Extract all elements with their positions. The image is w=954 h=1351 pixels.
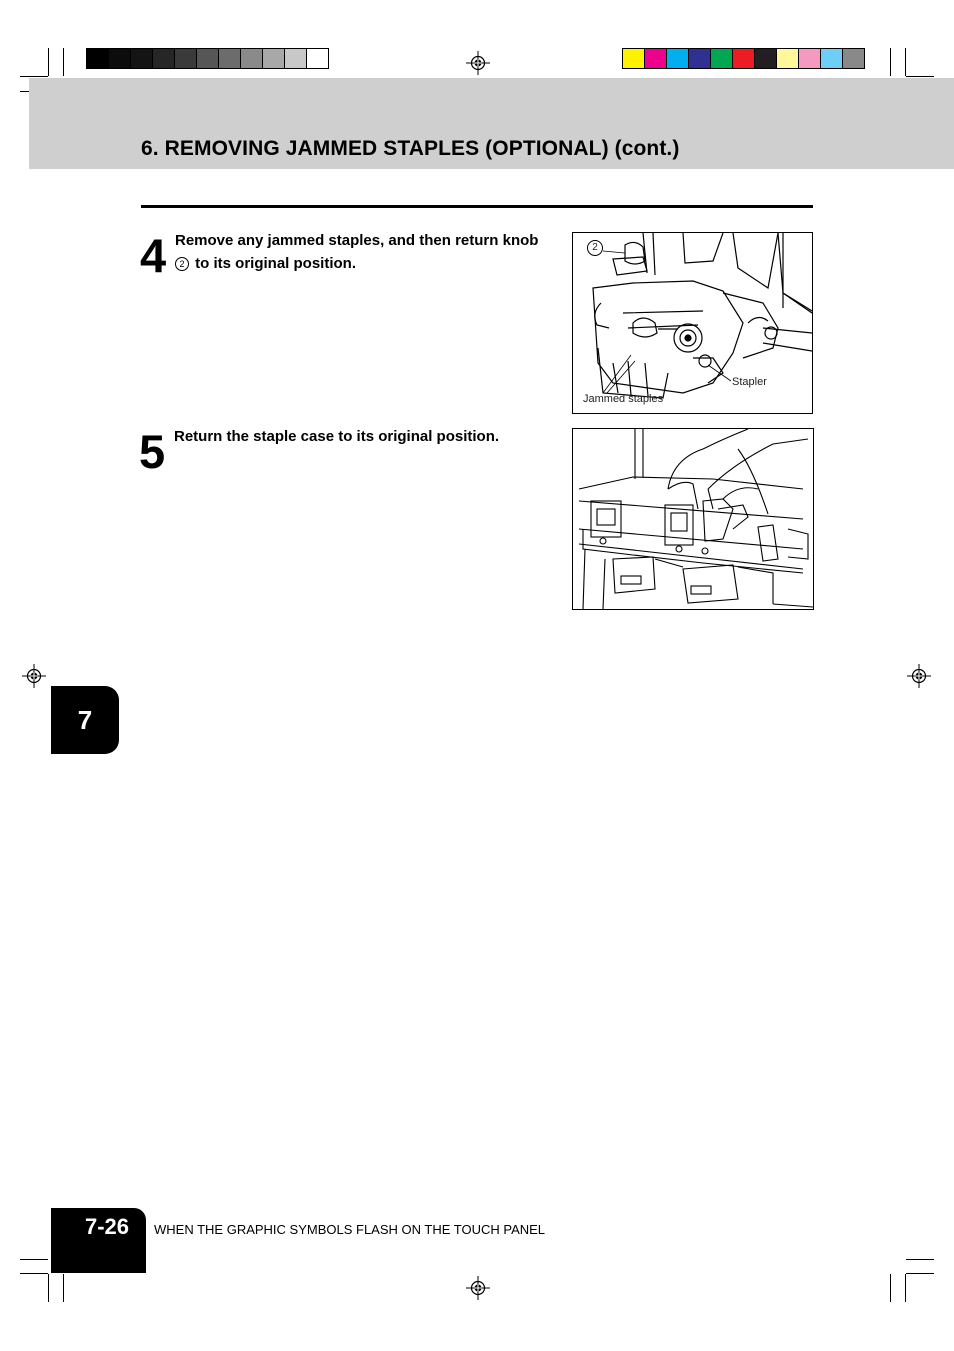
title-rule: [141, 205, 813, 208]
stapler-drawing: [573, 233, 812, 413]
color-swatch: [798, 48, 821, 69]
knob-callout: 2: [587, 240, 603, 256]
crop-mark: [20, 1273, 48, 1274]
crop-mark: [905, 48, 906, 76]
step-4-number: 4: [140, 229, 167, 282]
color-swatch: [644, 48, 667, 69]
crop-mark: [48, 48, 49, 76]
color-swatch: [732, 48, 755, 69]
crop-mark: [890, 1274, 891, 1302]
color-swatch: [196, 48, 219, 69]
color-swatch: [174, 48, 197, 69]
step-5-number: 5: [139, 425, 166, 478]
staple-case-drawing: [573, 429, 813, 609]
crop-mark: [48, 1274, 49, 1302]
crop-mark: [20, 76, 48, 77]
color-swatch: [820, 48, 843, 69]
stapler-callout: Stapler: [732, 376, 767, 388]
color-swatch: [842, 48, 865, 69]
stapler-jam-illustration: [572, 232, 813, 414]
page-number: 7-26: [51, 1208, 146, 1273]
color-swatch: [710, 48, 733, 69]
color-swatch: [218, 48, 241, 69]
color-swatch: [130, 48, 153, 69]
crop-mark: [890, 48, 891, 76]
knob-number-badge: 2: [175, 257, 189, 271]
crop-mark: [63, 1274, 64, 1302]
color-swatch: [754, 48, 777, 69]
color-swatch: [108, 48, 131, 69]
registration-mark-icon: [907, 664, 931, 688]
registration-mark-icon: [466, 51, 490, 75]
color-swatch: [86, 48, 109, 69]
color-swatch: [688, 48, 711, 69]
footer-section-title: WHEN THE GRAPHIC SYMBOLS FLASH ON THE TOUCH PANEL: [154, 1222, 546, 1237]
crop-mark: [20, 1259, 48, 1260]
crop-mark: [906, 76, 934, 77]
color-swatch: [152, 48, 175, 69]
crop-mark: [906, 1259, 934, 1260]
color-swatch: [666, 48, 689, 69]
page-title: 6. REMOVING JAMMED STAPLES (OPTIONAL) (cont.): [141, 137, 680, 160]
color-swatch: [284, 48, 307, 69]
color-swatch: [306, 48, 329, 69]
registration-mark-icon: [22, 664, 46, 688]
jammed-staples-callout: Jammed staples: [583, 393, 664, 405]
crop-mark: [63, 48, 64, 76]
step-4-text-before: Remove any jammed staples, and then return knob: [175, 232, 539, 249]
staple-case-illustration: [572, 428, 814, 610]
step-4-text-after: to its original position.: [195, 255, 356, 272]
color-swatch: [240, 48, 263, 69]
color-swatch: [262, 48, 285, 69]
registration-mark-icon: [466, 1276, 490, 1300]
color-swatch: [776, 48, 799, 69]
chapter-tab: 7: [51, 686, 119, 754]
step-4-text: [175, 229, 565, 275]
crop-mark: [906, 1273, 934, 1274]
crop-mark: [905, 1274, 906, 1302]
color-swatch: [622, 48, 645, 69]
step-5-text: Return the staple case to its original position.: [174, 428, 500, 445]
